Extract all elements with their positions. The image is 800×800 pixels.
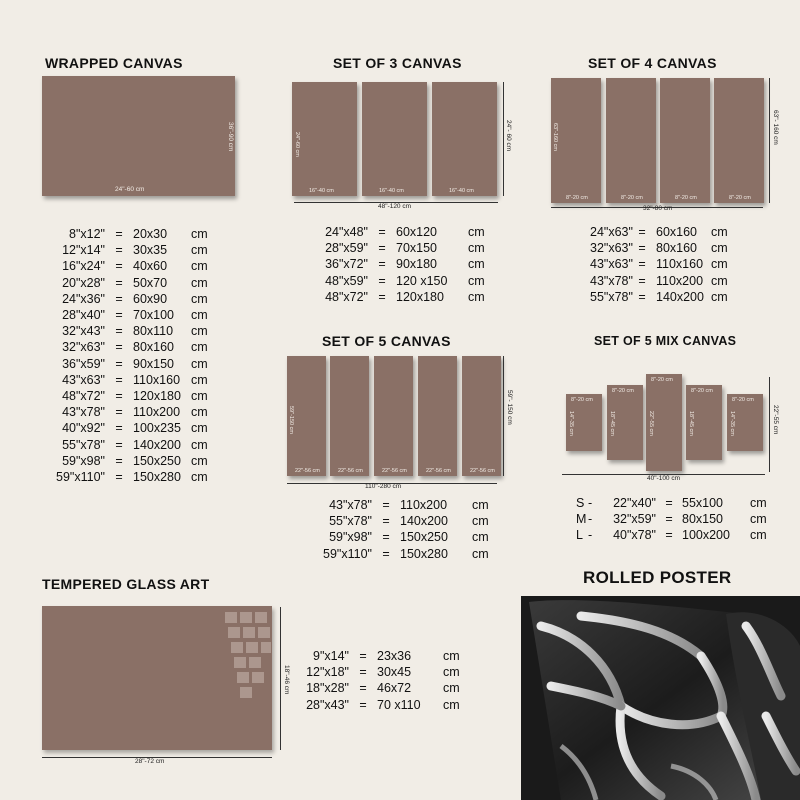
set4-size-cm: 140x200 <box>656 289 704 304</box>
wrapped-size-list <box>55 226 215 485</box>
set5-size-cm: 110x200 <box>400 498 448 512</box>
set3-size-row <box>318 273 492 289</box>
glass-equals: = <box>359 649 367 663</box>
set3-size-inch: 28"x59" <box>325 241 368 256</box>
wrapped-equals: = <box>115 470 123 485</box>
wrapped-size-row <box>55 291 215 307</box>
wrapped-size-inch: 28"x40" <box>62 308 105 323</box>
set4-panel-label: 8"-20 cm <box>729 195 751 201</box>
wrapped-size-inch: 48"x72" <box>62 389 105 404</box>
mix-title: SET OF 5 MIX CANVAS <box>594 334 737 348</box>
set5-width-label: 110"-280 cm <box>365 483 402 490</box>
wrapped-size-row <box>55 323 215 339</box>
set3-size-cm: 120x180 <box>396 289 444 304</box>
mix-unit: cm <box>750 496 767 510</box>
wrapped-unit: cm <box>191 275 208 290</box>
mix-size-inch: 22"x40" <box>613 496 656 510</box>
mix-panel <box>727 394 763 451</box>
wrapped-equals: = <box>115 356 123 371</box>
mix-size-letter: M <box>576 512 587 527</box>
set3-equals: = <box>378 289 386 304</box>
wrapped-size-cm: 120x180 <box>133 389 181 404</box>
wrapped-size-row <box>55 356 215 372</box>
set5-equals: = <box>382 498 390 512</box>
glass-height-line <box>280 607 281 750</box>
wrapped-equals: = <box>115 437 123 452</box>
glass-size-list <box>305 648 467 713</box>
set5-size-cm: 150x250 <box>400 530 448 545</box>
set5-panel-label: 22"-56 cm <box>295 468 320 474</box>
set3-unit: cm <box>468 241 485 256</box>
set3-size-inch: 24"x48" <box>325 225 368 239</box>
wrapped-unit: cm <box>191 470 208 485</box>
wrapped-size-inch: 8"x12" <box>69 227 105 241</box>
wrapped-size-inch: 43"x78" <box>62 405 105 420</box>
glass-unit: cm <box>443 697 460 712</box>
wrapped-size-cm: 100x235 <box>133 421 181 436</box>
set3-equals: = <box>378 273 386 288</box>
set3-size-cm: 90x180 <box>396 257 438 272</box>
wrapped-equals: = <box>115 389 123 404</box>
mix-size-inch: 32"x59" <box>613 512 656 527</box>
mix-top-label: 8"-20 cm <box>571 397 593 403</box>
set5-panel <box>330 356 369 476</box>
mix-top-label: 8"-20 cm <box>612 388 634 394</box>
rolled-poster-image <box>521 596 800 800</box>
set3-height-line <box>503 82 504 196</box>
wrapped-equals: = <box>115 405 123 420</box>
wrapped-size-inch: 55"x78" <box>62 437 105 452</box>
glass-equals: = <box>359 681 367 696</box>
set5-side-label: 59"-150 cm <box>288 406 294 434</box>
mix-side-label: 18"-45 cm <box>688 411 694 436</box>
set5-panel <box>462 356 501 476</box>
wrapped-unit: cm <box>191 453 208 468</box>
set4-unit: cm <box>711 257 728 272</box>
wrapped-unit: cm <box>191 308 208 323</box>
glass-size-inch: 18"x28" <box>306 681 349 696</box>
mix-dash: - <box>588 496 593 510</box>
set5-unit: cm <box>472 530 489 545</box>
set5-size-inch: 59"x98" <box>329 530 372 545</box>
wrapped-size-cm: 50x70 <box>133 275 168 290</box>
set4-size-list <box>590 224 735 305</box>
wrapped-equals: = <box>115 308 123 323</box>
wrapped-unit: cm <box>191 421 208 436</box>
set3-size-cm: 70x150 <box>396 241 438 256</box>
set3-size-inch: 48"x59" <box>325 273 368 288</box>
wrapped-unit: cm <box>191 405 208 420</box>
wrapped-size-inch: 12"x14" <box>62 243 105 258</box>
wrapped-unit: cm <box>191 227 208 241</box>
mix-size-cm: 100x200 <box>682 528 730 543</box>
glass-reflection <box>42 606 272 750</box>
set3-equals: = <box>378 257 386 272</box>
wrapped-size-cm: 40x60 <box>133 259 168 274</box>
wrapped-size-inch: 32"x63" <box>62 340 105 355</box>
mix-equals: = <box>665 528 673 543</box>
set3-title: SET OF 3 CANVAS <box>333 55 462 71</box>
wrapped-height-label: 36"-90 cm <box>227 122 234 152</box>
wrapped-equals: = <box>115 340 123 355</box>
mix-size-row <box>576 511 774 527</box>
mix-unit: cm <box>750 528 767 543</box>
wrapped-size-cm: 70x100 <box>133 308 175 323</box>
glass-size-row <box>305 680 467 696</box>
set4-unit: cm <box>711 289 728 304</box>
mix-size-row <box>576 495 774 511</box>
set5-size-cm: 140x200 <box>400 514 448 529</box>
set5-equals: = <box>382 514 390 529</box>
set3-panel-label: 16"-40 cm <box>449 188 474 194</box>
set5-size-row <box>318 497 496 513</box>
set3-size-inch: 48"x72" <box>325 289 368 304</box>
set3-panel <box>362 82 427 196</box>
glass-size-row <box>305 664 467 680</box>
set5-size-inch: 59"x110" <box>323 546 372 561</box>
set4-panel-label: 8"-20 cm <box>675 195 697 201</box>
set4-size-inch: 32"x63" <box>590 241 633 256</box>
mix-panel <box>566 394 602 451</box>
wrapped-size-inch: 59"x110" <box>56 470 105 485</box>
set5-size-cm: 150x280 <box>400 546 448 561</box>
wrapped-size-inch: 36"x59" <box>62 356 105 371</box>
set4-size-row <box>590 224 735 240</box>
set4-panel-label: 8"-20 cm <box>621 195 643 201</box>
set4-panel <box>660 78 710 203</box>
wrapped-unit: cm <box>191 389 208 404</box>
glass-size-cm: 30x45 <box>377 665 412 680</box>
wrapped-size-row <box>55 307 215 323</box>
glass-panel <box>42 606 272 750</box>
set3-panel <box>292 82 357 196</box>
wrapped-equals: = <box>115 291 123 306</box>
set3-panel-label: 16"-40 cm <box>379 188 404 194</box>
mix-side-label: 14"-35 cm <box>729 411 735 436</box>
set3-height-label: 24"- 60 cm <box>505 120 512 152</box>
set5-size-inch: 43"x78" <box>329 498 372 512</box>
wrapped-size-inch: 16"x24" <box>62 259 105 274</box>
mix-size-letter: L <box>576 528 583 543</box>
glass-size-inch: 12"x18" <box>306 665 349 680</box>
wrapped-equals: = <box>115 243 123 258</box>
set5-panel-label: 22"-56 cm <box>382 468 407 474</box>
mix-size-inch: 40"x78" <box>613 528 656 543</box>
mix-side-label: 14"-35 cm <box>568 411 574 436</box>
wrapped-size-cm: 80x160 <box>133 340 175 355</box>
set3-panel-label: 16"-40 cm <box>309 188 334 194</box>
set4-title: SET OF 4 CANVAS <box>588 55 717 71</box>
wrapped-unit: cm <box>191 372 208 387</box>
wrapped-size-cm: 20x30 <box>133 227 168 241</box>
poster-title: ROLLED POSTER <box>583 568 732 587</box>
wrapped-equals: = <box>115 227 123 241</box>
set4-size-row <box>590 256 735 272</box>
wrapped-unit: cm <box>191 356 208 371</box>
set4-equals: = <box>638 289 646 304</box>
wrapped-size-cm: 30x35 <box>133 243 168 258</box>
glass-size-cm: 46x72 <box>377 681 412 696</box>
wrapped-equals: = <box>115 324 123 339</box>
wrapped-size-cm: 90x150 <box>133 356 175 371</box>
set5-panel <box>418 356 457 476</box>
set3-size-row <box>318 256 492 272</box>
set3-equals: = <box>378 241 386 256</box>
wrapped-size-cm: 110x200 <box>133 405 181 420</box>
glass-size-row <box>305 697 467 713</box>
mix-height-line <box>769 377 770 472</box>
wrapped-size-row <box>55 388 215 404</box>
mix-top-label: 8"-20 cm <box>651 377 673 383</box>
wrapped-size-inch: 59"x98" <box>62 453 105 468</box>
set4-equals: = <box>638 241 646 256</box>
mix-top-label: 8"-20 cm <box>732 397 754 403</box>
wrapped-unit: cm <box>191 437 208 452</box>
set5-equals: = <box>382 546 390 561</box>
set5-size-row <box>318 513 496 529</box>
set3-size-list <box>318 224 492 305</box>
set3-size-row <box>318 224 492 240</box>
set3-width-label: 48"-120 cm <box>378 203 412 210</box>
wrapped-size-row <box>55 258 215 274</box>
set4-size-row <box>590 240 735 256</box>
glass-size-cm: 70 x110 <box>377 697 421 712</box>
wrapped-size-row <box>55 372 215 388</box>
set3-side-label: 24"-60 cm <box>294 132 300 157</box>
wrapped-equals: = <box>115 453 123 468</box>
wrapped-size-inch: 43"x63" <box>62 372 105 387</box>
mix-unit: cm <box>750 512 767 527</box>
set5-height-label: 59"- 150 cm <box>506 390 513 425</box>
wrapped-size-cm: 110x160 <box>133 372 181 387</box>
set4-panel <box>606 78 656 203</box>
wrapped-size-row <box>55 242 215 258</box>
wrapped-canvas-title: WRAPPED CANVAS <box>45 55 183 71</box>
set5-size-list <box>318 497 496 562</box>
set3-size-inch: 36"x72" <box>325 257 368 272</box>
wrapped-size-cm: 80x110 <box>133 324 174 339</box>
set5-panel-label: 22"-56 cm <box>338 468 363 474</box>
set5-panel <box>374 356 413 476</box>
set4-size-cm: 60x160 <box>656 225 698 239</box>
set3-unit: cm <box>468 257 485 272</box>
mix-width-label: 40"-100 cm <box>647 475 681 482</box>
set5-size-row <box>318 529 496 545</box>
wrapped-size-row <box>55 226 215 242</box>
poster-artwork <box>521 596 800 800</box>
wrapped-equals: = <box>115 421 123 436</box>
wrapped-size-row <box>55 339 215 355</box>
wrapped-unit: cm <box>191 324 208 339</box>
set5-panel-label: 22"-56 cm <box>470 468 495 474</box>
mix-size-cm: 80x150 <box>682 512 724 527</box>
glass-unit: cm <box>443 665 460 680</box>
mix-side-label: 22"-55 cm <box>648 411 654 436</box>
set3-unit: cm <box>468 289 485 304</box>
mix-panel <box>686 385 722 460</box>
set5-height-line <box>503 356 504 476</box>
wrapped-size-row <box>55 469 215 485</box>
mix-top-label: 8"-20 cm <box>691 388 713 394</box>
set3-size-row <box>318 240 492 256</box>
set5-size-inch: 55"x78" <box>329 514 372 529</box>
mix-dash: - <box>588 528 593 543</box>
mix-panel <box>607 385 643 460</box>
set4-size-inch: 43"x78" <box>590 273 633 288</box>
set4-height-line <box>769 78 770 203</box>
set4-equals: = <box>638 257 646 272</box>
wrapped-size-cm: 150x250 <box>133 453 181 468</box>
wrapped-size-inch: 24"x36" <box>62 291 105 306</box>
set4-unit: cm <box>711 273 728 288</box>
wrapped-size-inch: 32"x43" <box>62 324 105 339</box>
set5-title: SET OF 5 CANVAS <box>322 333 451 349</box>
mix-size-row <box>576 527 774 543</box>
set4-size-inch: 55"x78" <box>590 289 633 304</box>
glass-equals: = <box>359 665 367 680</box>
set5-unit: cm <box>472 498 489 512</box>
set4-height-label: 63"- 160 cm <box>772 110 779 145</box>
mix-size-cm: 55x100 <box>682 496 724 510</box>
glass-equals: = <box>359 697 367 712</box>
set4-equals: = <box>638 225 646 239</box>
glass-unit: cm <box>443 649 460 663</box>
set4-unit: cm <box>711 225 728 239</box>
set4-size-row <box>590 289 735 305</box>
wrapped-size-cm: 150x280 <box>133 470 181 485</box>
glass-height-label: 18"-46 cm <box>283 665 290 695</box>
wrapped-size-inch: 20"x28" <box>62 275 105 290</box>
set5-panel-label: 22"-56 cm <box>426 468 451 474</box>
set3-equals: = <box>378 225 386 239</box>
set4-panel <box>551 78 601 203</box>
wrapped-equals: = <box>115 259 123 274</box>
wrapped-size-row <box>55 437 215 453</box>
mix-side-label: 18"-45 cm <box>609 411 615 436</box>
wrapped-size-row <box>55 275 215 291</box>
set4-unit: cm <box>711 241 728 256</box>
set4-equals: = <box>638 273 646 288</box>
set5-panel <box>287 356 326 476</box>
set4-width-label: 32"-80 cm <box>643 205 673 212</box>
wrapped-unit: cm <box>191 243 208 258</box>
set4-size-inch: 24"x63" <box>590 225 633 239</box>
set4-side-label: 63"-160 cm <box>552 123 558 151</box>
wrapped-width-label: 24"-60 cm <box>115 186 145 193</box>
set4-panel <box>714 78 764 203</box>
set4-panel-label: 8"-20 cm <box>566 195 588 201</box>
glass-size-cm: 23x36 <box>377 649 412 663</box>
set3-unit: cm <box>468 225 485 239</box>
set4-size-row <box>590 273 735 289</box>
wrapped-size-row <box>55 420 215 436</box>
glass-size-inch: 28"x43" <box>306 697 349 712</box>
set3-size-cm: 60x120 <box>396 225 438 239</box>
mix-panel <box>646 374 682 471</box>
set4-size-cm: 110x160 <box>656 257 704 272</box>
glass-size-inch: 9"x14" <box>313 649 349 663</box>
mix-equals: = <box>665 512 673 527</box>
mix-size-letter: S <box>576 496 585 510</box>
mix-size-list <box>576 495 774 544</box>
set5-unit: cm <box>472 514 489 529</box>
set5-size-row <box>318 546 496 562</box>
wrapped-equals: = <box>115 372 123 387</box>
glass-unit: cm <box>443 681 460 696</box>
mix-equals: = <box>665 496 673 510</box>
set3-panel <box>432 82 497 196</box>
set5-unit: cm <box>472 546 489 561</box>
mix-dash: - <box>588 512 593 527</box>
wrapped-size-row <box>55 453 215 469</box>
set3-size-row <box>318 289 492 305</box>
set4-size-cm: 110x200 <box>656 273 704 288</box>
set3-unit: cm <box>468 273 485 288</box>
glass-width-label: 28"-72 cm <box>135 758 165 765</box>
mix-height-label: 22"-55 cm <box>772 405 779 435</box>
set3-size-cm: 120 x150 <box>396 273 448 288</box>
glass-size-row <box>305 648 467 664</box>
wrapped-size-inch: 40"x92" <box>62 421 105 436</box>
glass-title: TEMPERED GLASS ART <box>42 576 210 592</box>
set5-equals: = <box>382 530 390 545</box>
set4-size-inch: 43"x63" <box>590 257 633 272</box>
wrapped-unit: cm <box>191 291 208 306</box>
wrapped-equals: = <box>115 275 123 290</box>
wrapped-size-row <box>55 404 215 420</box>
wrapped-size-cm: 140x200 <box>133 437 181 452</box>
wrapped-unit: cm <box>191 259 208 274</box>
wrapped-size-cm: 60x90 <box>133 291 168 306</box>
wrapped-unit: cm <box>191 340 208 355</box>
wrapped-canvas-panel <box>42 76 235 196</box>
set4-size-cm: 80x160 <box>656 241 698 256</box>
